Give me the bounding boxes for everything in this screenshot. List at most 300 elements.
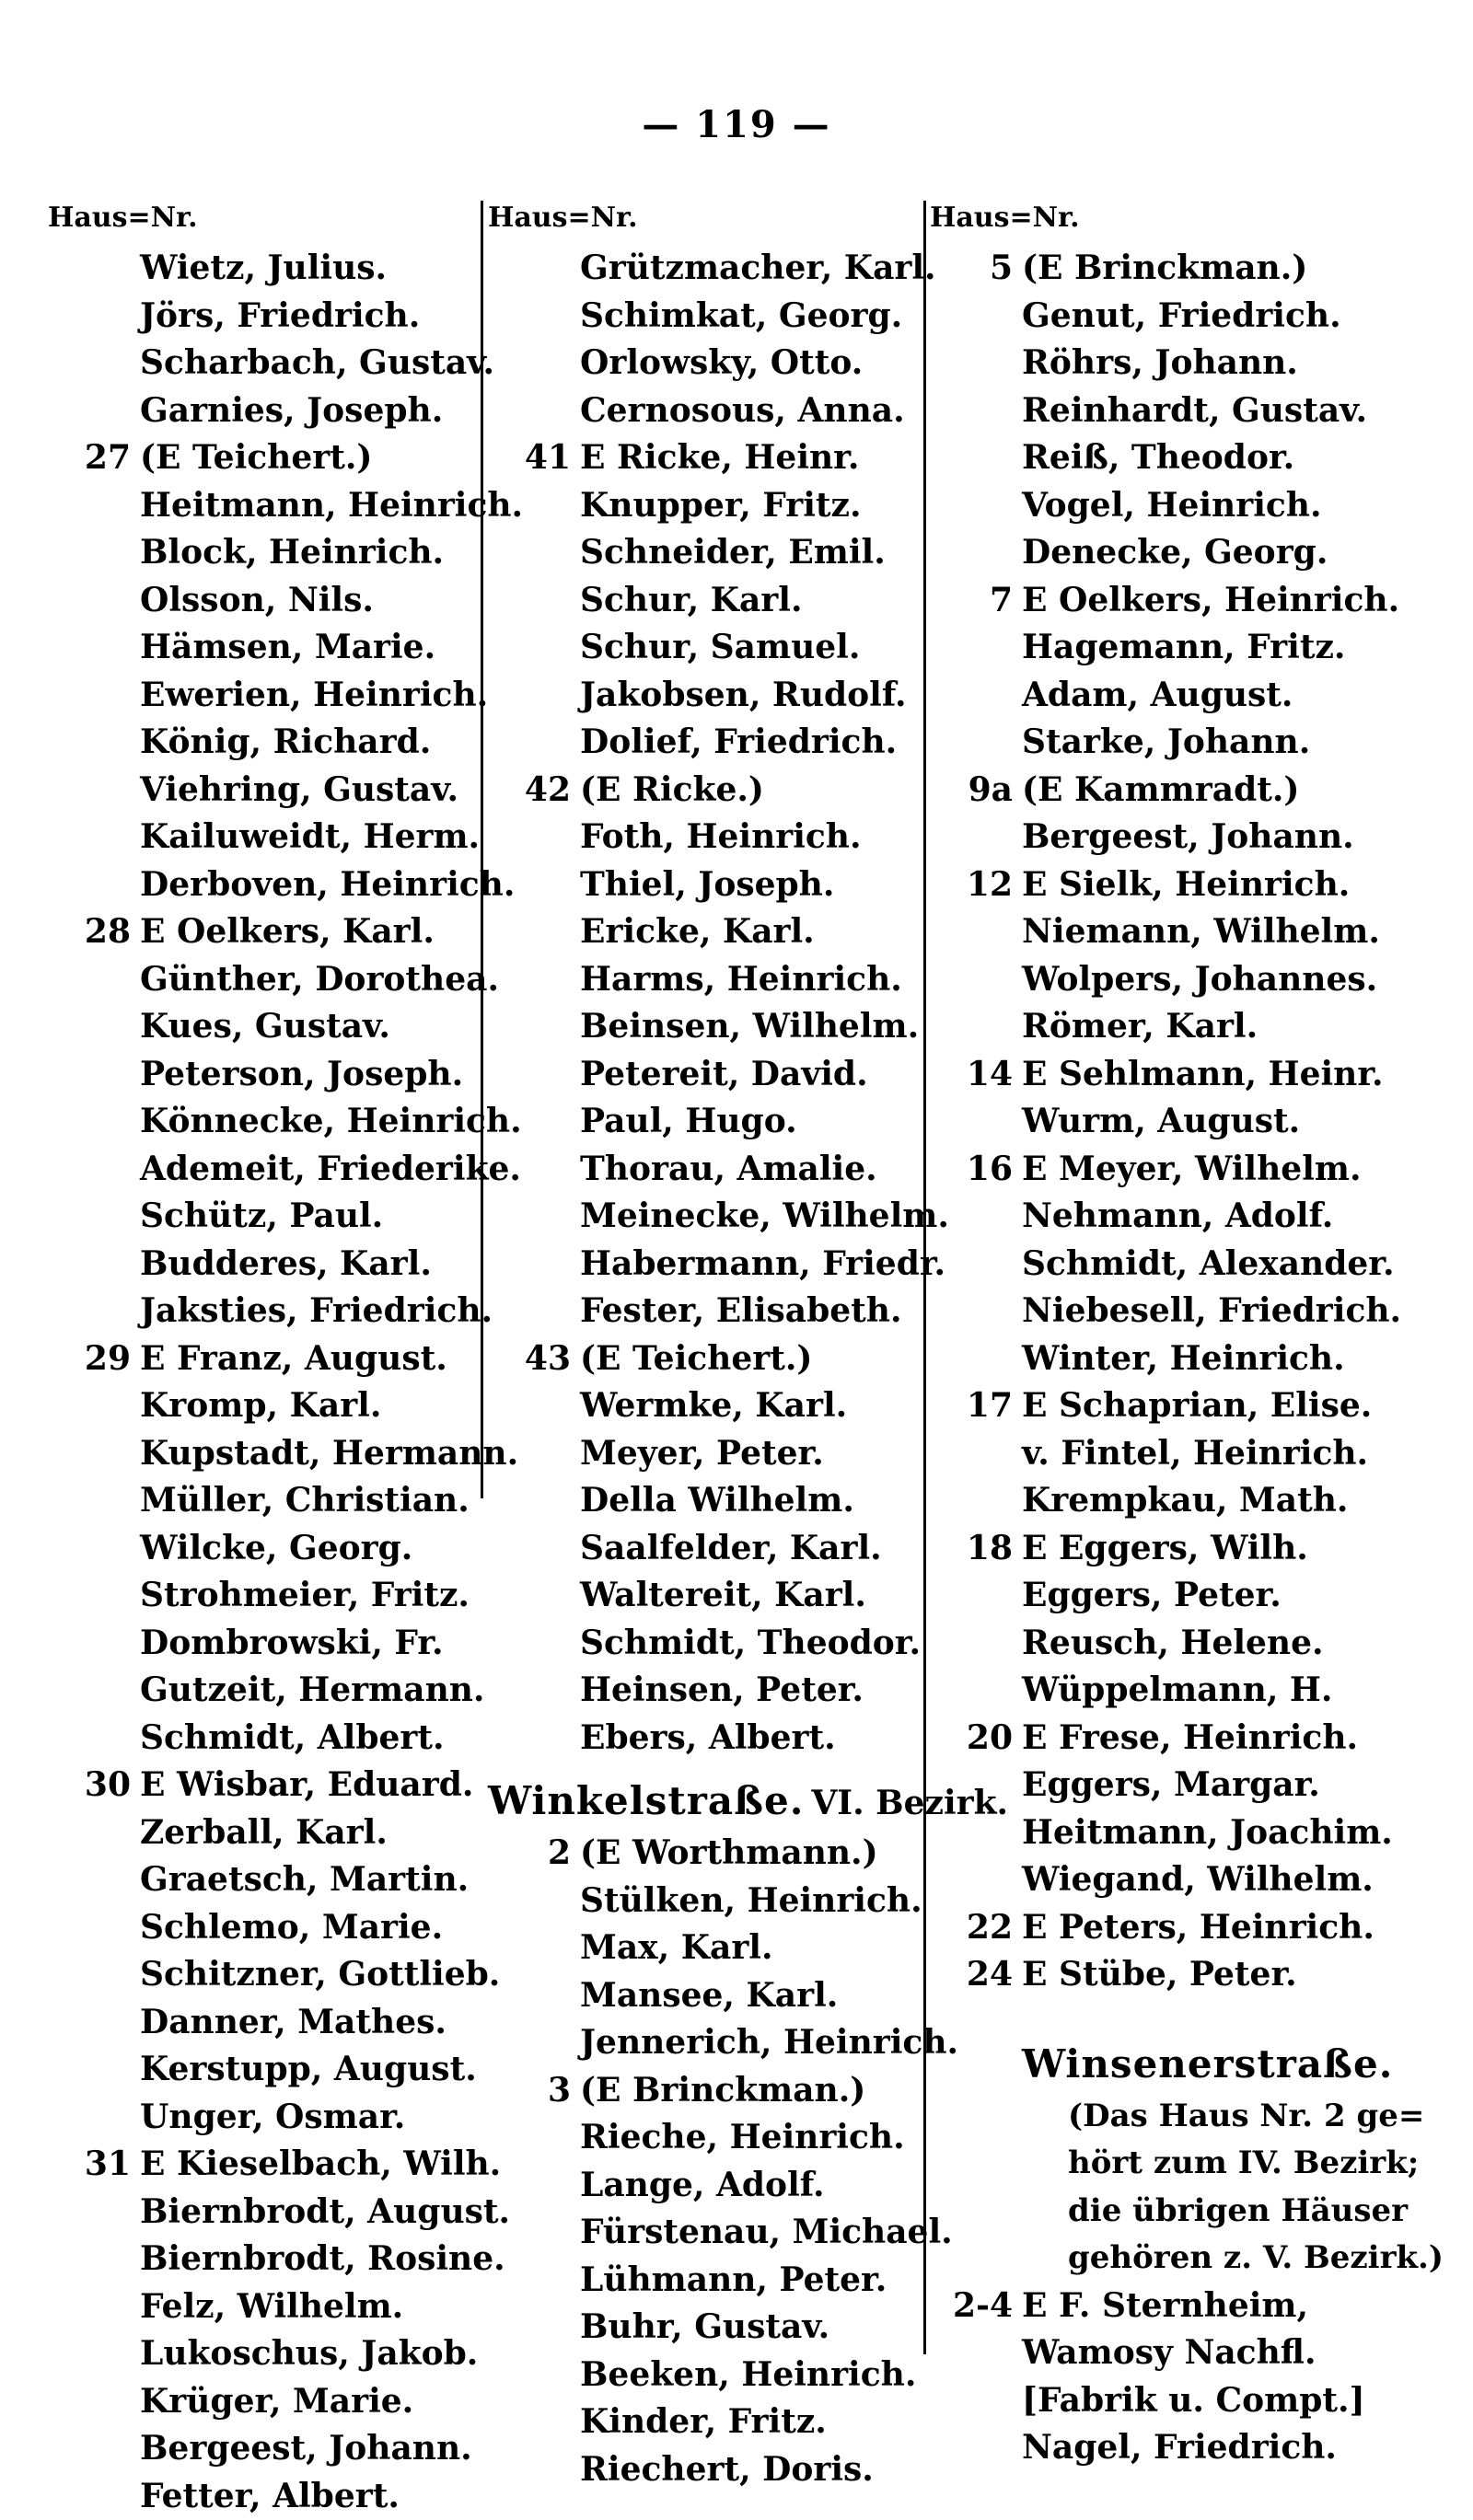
house-number: 28 [48, 908, 131, 956]
resident-name: Schmidt, Theodor. [580, 1620, 921, 1668]
directory-entry [48, 2094, 481, 2142]
directory-entry [930, 1620, 1445, 1668]
directory-entry [930, 2329, 1445, 2377]
directory-entry [488, 529, 930, 577]
column-1 [48, 195, 481, 2496]
directory-entry [488, 2067, 930, 2115]
house-number: 17 [930, 1382, 1013, 1430]
directory-entry [48, 1477, 481, 1525]
resident-name: Budderes, Karl. [140, 1241, 432, 1289]
resident-name: Ericke, Karl. [580, 908, 815, 956]
resident-name: Bergeest, Johann. [140, 2425, 472, 2473]
directory-entry [48, 1951, 481, 1999]
resident-name: Jennerich, Heinrich. [580, 2019, 958, 2067]
directory-entry [488, 861, 930, 909]
resident-name: Heitmann, Joachim. [1022, 1809, 1393, 1857]
directory-entry [930, 1098, 1445, 1146]
resident-name: Ewerien, Heinrich. [140, 672, 488, 720]
directory-entry [488, 2304, 930, 2352]
resident-name: Schur, Samuel. [580, 624, 860, 672]
directory-entry [48, 1241, 481, 1289]
directory-entry [930, 2283, 1445, 2330]
resident-name: E Eggers, Wilh. [1022, 1525, 1308, 1573]
resident-name: Max, Karl. [580, 1925, 773, 1972]
directory-entry [48, 1762, 481, 1809]
resident-name: Nehmann, Adolf. [1022, 1193, 1333, 1241]
house-number: 30 [48, 1762, 131, 1809]
directory-entry [488, 1098, 930, 1146]
resident-name: Schur, Karl. [580, 577, 802, 625]
resident-name: (E Ricke.) [580, 767, 764, 815]
directory-entry [488, 2446, 930, 2494]
directory-entry [48, 245, 481, 293]
directory-entry [488, 767, 930, 815]
column-3 [930, 195, 1445, 2496]
directory-entry [48, 1146, 481, 1194]
directory-entry [48, 1667, 481, 1715]
resident-name: Wüppelmann, H. [1022, 1667, 1332, 1715]
resident-name: Schneider, Emil. [580, 529, 886, 577]
resident-name: Eggers, Peter. [1022, 1572, 1282, 1620]
resident-name: (E Teichert.) [580, 1335, 812, 1383]
resident-name: Waltereit, Karl. [580, 1572, 866, 1620]
resident-name: Reiß, Theodor. [1022, 434, 1294, 482]
directory-entry [488, 1051, 930, 1099]
street-district: VI. Bezirk. [811, 1784, 1008, 1822]
house-number: 43 [488, 1335, 571, 1383]
directory-entry [488, 2114, 930, 2162]
page-number: — 119 — [0, 103, 1473, 146]
resident-name: v. Fintel, Heinrich. [1022, 1430, 1368, 1478]
resident-name: Lange, Adolf. [580, 2162, 824, 2210]
directory-entry [930, 1715, 1445, 1763]
resident-name: Rieche, Heinrich. [580, 2114, 905, 2162]
directory-entry [488, 1382, 930, 1430]
house-number: 24 [930, 1951, 1013, 1999]
directory-entry [48, 2141, 481, 2189]
directory-entry [488, 245, 930, 293]
resident-name: Könnecke, Heinrich. [140, 1098, 522, 1146]
directory-entry [930, 1572, 1445, 1620]
directory-entry [48, 2283, 481, 2331]
directory-entry [488, 387, 930, 435]
directory-entry [930, 719, 1445, 767]
directory-entry [48, 1051, 481, 1099]
house-number: 3 [488, 2067, 571, 2115]
house-number: 2 [488, 1830, 571, 1878]
directory-entry [930, 1477, 1445, 1525]
resident-name: Hämsen, Marie. [140, 624, 435, 672]
directory-entry [488, 1572, 930, 1620]
resident-name: Reinhardt, Gustav. [1022, 387, 1367, 435]
column-header: Haus=Nr. [48, 195, 481, 241]
directory-entry [930, 1762, 1445, 1809]
resident-name: Jörs, Friedrich. [140, 293, 420, 341]
street-note: (Das Haus Nr. 2 ge= [930, 2093, 1445, 2141]
directory-entry [48, 2473, 481, 2520]
resident-name: Heinsen, Peter. [580, 1667, 864, 1715]
resident-name: Biernbrodt, August. [140, 2189, 510, 2237]
resident-name: [Fabrik u. Compt.] [1022, 2377, 1365, 2425]
resident-name: Krempkau, Math. [1022, 1477, 1348, 1525]
directory-entry [48, 814, 481, 861]
directory-entry [488, 2352, 930, 2399]
resident-name: Schlemo, Marie. [140, 1904, 443, 1952]
resident-name: Unger, Osmar. [140, 2094, 405, 2142]
directory-entry [48, 672, 481, 720]
resident-name: (E Brinckman.) [1022, 245, 1307, 293]
directory-entry [48, 387, 481, 435]
resident-name: Schimkat, Georg. [580, 293, 902, 341]
directory-entry [930, 908, 1445, 956]
resident-name: Eggers, Margar. [1022, 1762, 1320, 1809]
resident-name: E F. Sternheim, [1022, 2283, 1308, 2330]
resident-name: Cernosous, Anna. [580, 387, 905, 435]
directory-entry [488, 1525, 930, 1573]
directory-entry [930, 577, 1445, 625]
house-number: 7 [930, 577, 1013, 625]
resident-name: Scharbach, Gustav. [140, 340, 494, 387]
resident-name: Fester, Elisabeth. [580, 1288, 902, 1335]
directory-entry [48, 719, 481, 767]
street-note: die übrigen Häuser [930, 2188, 1445, 2236]
directory-entry [930, 956, 1445, 1004]
directory-entry [488, 1003, 930, 1051]
directory-entry [930, 1951, 1445, 1999]
directory-entry [930, 1241, 1445, 1289]
resident-name: Niebesell, Friedrich. [1022, 1288, 1401, 1335]
resident-name: Strohmeier, Fritz. [140, 1572, 470, 1620]
directory-entry [488, 2209, 930, 2257]
directory-entry [930, 387, 1445, 435]
directory-entry [488, 2019, 930, 2067]
resident-name: Kupstadt, Hermann. [140, 1430, 518, 1478]
resident-name: Della Wilhelm. [580, 1477, 854, 1525]
directory-entry [488, 1972, 930, 2020]
resident-name: E Peters, Heinrich. [1022, 1904, 1374, 1952]
directory-entry [488, 1430, 930, 1478]
directory-entry [930, 245, 1445, 293]
directory-entry [48, 1003, 481, 1051]
resident-name: Schütz, Paul. [140, 1193, 383, 1241]
resident-name: Krüger, Marie. [140, 2378, 413, 2426]
resident-name: Denecke, Georg. [1022, 529, 1328, 577]
directory-entry [48, 861, 481, 909]
house-number: 14 [930, 1051, 1013, 1099]
directory-entry [930, 482, 1445, 530]
directory-entry [488, 2399, 930, 2446]
resident-name: Nagel, Friedrich. [1022, 2424, 1337, 2472]
resident-name: Wolpers, Johannes. [1022, 956, 1377, 1004]
resident-name: E Stübe, Peter. [1022, 1951, 1297, 1999]
directory-entry [48, 2330, 481, 2378]
resident-name: Buhr, Gustav. [580, 2304, 829, 2352]
directory-entry [930, 1904, 1445, 1952]
directory-entry [488, 2162, 930, 2210]
resident-name: Felz, Wilhelm. [140, 2283, 403, 2331]
resident-name: Wiegand, Wilhelm. [1022, 1856, 1374, 1904]
resident-name: Wermke, Karl. [580, 1382, 847, 1430]
house-number: 31 [48, 2141, 131, 2189]
directory-entry [930, 1003, 1445, 1051]
resident-name: Kinder, Fritz. [580, 2399, 827, 2446]
resident-name: E Sielk, Heinrich. [1022, 861, 1350, 909]
resident-name: Bergeest, Johann. [1022, 814, 1354, 861]
resident-name: Schmidt, Albert. [140, 1715, 445, 1763]
resident-name: E Franz, August. [140, 1335, 447, 1383]
directory-entry [930, 1856, 1445, 1904]
directory-entry [488, 1925, 930, 1972]
directory-entry [48, 577, 481, 625]
directory-entry [48, 1856, 481, 1904]
directory-entry [48, 1335, 481, 1383]
resident-name: Grützmacher, Karl. [580, 245, 936, 293]
directory-entry [488, 672, 930, 720]
resident-name: Mansee, Karl. [580, 1972, 838, 2020]
directory-entry [48, 1193, 481, 1241]
resident-name: Ademeit, Friederike. [140, 1146, 521, 1194]
directory-entry [930, 2424, 1445, 2472]
directory-entry [930, 1667, 1445, 1715]
directory-entry [48, 2378, 481, 2426]
directory-entry [488, 1193, 930, 1241]
directory-entry [930, 1525, 1445, 1573]
resident-name: E Frese, Heinrich. [1022, 1715, 1358, 1763]
resident-name: E Oelkers, Karl. [140, 908, 435, 956]
resident-name: Kailuweidt, Herm. [140, 814, 480, 861]
resident-name: E Meyer, Wilhelm. [1022, 1146, 1362, 1194]
resident-name: Wietz, Julius. [140, 245, 387, 293]
directory-entry [488, 908, 930, 956]
resident-name: Winter, Heinrich. [1022, 1335, 1345, 1383]
resident-name: Danner, Mathes. [140, 1999, 447, 2047]
directory-entry [930, 814, 1445, 861]
directory-entry [488, 1667, 930, 1715]
resident-name: Saalfelder, Karl. [580, 1525, 882, 1573]
column-2 [488, 195, 930, 2496]
directory-entry [930, 1335, 1445, 1383]
resident-name: Kerstupp, August. [140, 2046, 477, 2094]
resident-name: Viehring, Gustav. [140, 767, 458, 815]
resident-name: Schitzner, Gottlieb. [140, 1951, 500, 1999]
house-number: 29 [48, 1335, 131, 1383]
directory-entry [48, 1572, 481, 1620]
resident-name: Gutzeit, Hermann. [140, 1667, 484, 1715]
directory-entry [48, 2425, 481, 2473]
house-number: 9a [930, 767, 1013, 815]
resident-name: Paul, Hugo. [580, 1098, 797, 1146]
resident-name: Meinecke, Wilhelm. [580, 1193, 949, 1241]
street-note: gehören z. V. Bezirk.) [930, 2235, 1445, 2283]
street-heading [488, 1773, 930, 1830]
directory-entry [930, 2377, 1445, 2425]
directory-entry [48, 1904, 481, 1952]
directory-entry [48, 1715, 481, 1763]
directory-entry [488, 2257, 930, 2305]
resident-name: Ebers, Albert. [580, 1715, 836, 1763]
directory-entry [48, 1288, 481, 1335]
resident-name: Schmidt, Alexander. [1022, 1241, 1394, 1289]
directory-entry [48, 1809, 481, 1857]
directory-entry [930, 1382, 1445, 1430]
resident-name: E Ricke, Heinr. [580, 434, 859, 482]
resident-name: Zerball, Karl. [140, 1809, 388, 1857]
resident-name: Jakobsen, Rudolf. [580, 672, 907, 720]
resident-name: Lühmann, Peter. [580, 2257, 887, 2305]
house-number: 16 [930, 1146, 1013, 1194]
street-heading [930, 2036, 1445, 2093]
directory-entry [488, 956, 930, 1004]
resident-name: Römer, Karl. [1022, 1003, 1258, 1051]
directory-entry [488, 719, 930, 767]
directory-entry [48, 1382, 481, 1430]
resident-name: Wamosy Nachfl. [1022, 2329, 1316, 2377]
resident-name: E Sehlmann, Heinr. [1022, 1051, 1384, 1099]
resident-name: E Wisbar, Eduard. [140, 1762, 473, 1809]
directory-entry [488, 1620, 930, 1668]
house-number: 42 [488, 767, 571, 815]
resident-name: Block, Heinrich. [140, 529, 444, 577]
resident-name: E Kieselbach, Wilh. [140, 2141, 501, 2189]
resident-name: Olsson, Nils. [140, 577, 374, 625]
house-number: 5 [930, 245, 1013, 293]
resident-name: Foth, Heinrich. [580, 814, 862, 861]
resident-name: Dombrowski, Fr. [140, 1620, 444, 1668]
resident-name: E Schaprian, Elise. [1022, 1382, 1372, 1430]
directory-entry [48, 1430, 481, 1478]
directory-entry [488, 434, 930, 482]
street-name: Winkelstraße. [488, 1778, 804, 1823]
resident-name: Thiel, Joseph. [580, 861, 834, 909]
resident-name: Lukoschus, Jakob. [140, 2330, 478, 2378]
directory-entry [48, 767, 481, 815]
directory-entry [930, 1146, 1445, 1194]
directory-entry [930, 1809, 1445, 1857]
resident-name: Beinsen, Wilhelm. [580, 1003, 919, 1051]
directory-entry [488, 1288, 930, 1335]
directory-entry [488, 482, 930, 530]
resident-name: Garnies, Joseph. [140, 387, 443, 435]
directory-entry [488, 624, 930, 672]
directory-entry [930, 672, 1445, 720]
resident-name: Kromp, Karl. [140, 1382, 381, 1430]
street-note: hört zum IV. Bezirk; [930, 2140, 1445, 2188]
resident-name: Wilcke, Georg. [140, 1525, 412, 1573]
directory-entry [48, 624, 481, 672]
directory-entry [488, 293, 930, 341]
resident-name: Müller, Christian. [140, 1477, 470, 1525]
directory-entry [488, 1830, 930, 1878]
directory-entry [488, 1146, 930, 1194]
column-header: Haus=Nr. [930, 195, 1445, 241]
directory-entry [930, 293, 1445, 341]
resident-name: Starke, Johann. [1022, 719, 1310, 767]
resident-name: Habermann, Friedr. [580, 1241, 945, 1289]
directory-entry [48, 1620, 481, 1668]
house-number: 12 [930, 861, 1013, 909]
resident-name: Biernbrodt, Rosine. [140, 2236, 505, 2283]
resident-name: Vogel, Heinrich. [1022, 482, 1322, 530]
directory-entry [930, 434, 1445, 482]
resident-name: Niemann, Wilhelm. [1022, 908, 1380, 956]
directory-entry [48, 529, 481, 577]
directory-entry [930, 529, 1445, 577]
directory-entry [48, 293, 481, 341]
resident-name: Fürstenau, Michael. [580, 2209, 953, 2257]
resident-name: Orlowsky, Otto. [580, 340, 863, 387]
resident-name: Riechert, Doris. [580, 2446, 874, 2494]
directory-entry [930, 1288, 1445, 1335]
directory-entry [930, 861, 1445, 909]
directory-entry [48, 956, 481, 1004]
directory-entry [488, 340, 930, 387]
house-number: 18 [930, 1525, 1013, 1573]
directory-entry [48, 2046, 481, 2094]
directory-entry [48, 1525, 481, 1573]
resident-name: (E Teichert.) [140, 434, 372, 482]
resident-name: Genut, Friedrich. [1022, 293, 1341, 341]
resident-name: Röhrs, Johann. [1022, 340, 1298, 387]
directory-entry [48, 2236, 481, 2283]
resident-name: Knupper, Fritz. [580, 482, 861, 530]
directory-entry [488, 1477, 930, 1525]
resident-name: E Oelkers, Heinrich. [1022, 577, 1399, 625]
resident-name: König, Richard. [140, 719, 431, 767]
directory-entry [48, 1999, 481, 2047]
resident-name: (E Brinckman.) [580, 2067, 865, 2115]
resident-name: Stülken, Heinrich. [580, 1878, 922, 1925]
directory-entry [48, 340, 481, 387]
directory-entry [48, 908, 481, 956]
directory-entry [488, 577, 930, 625]
resident-name: Reusch, Helene. [1022, 1620, 1324, 1668]
directory-entry [48, 482, 481, 530]
house-number: 22 [930, 1904, 1013, 1952]
resident-name: Thorau, Amalie. [580, 1146, 877, 1194]
directory-entry [930, 1051, 1445, 1099]
resident-name: Fetter, Albert. [140, 2473, 400, 2520]
resident-name: Hagemann, Fritz. [1022, 624, 1345, 672]
directory-entry [488, 1878, 930, 1925]
resident-name: Günther, Dorothea. [140, 956, 499, 1004]
house-number: 20 [930, 1715, 1013, 1763]
column-header: Haus=Nr. [488, 195, 930, 241]
house-number: 27 [48, 434, 131, 482]
resident-name: Dolief, Friedrich. [580, 719, 897, 767]
resident-name: Jaksties, Friedrich. [140, 1288, 493, 1335]
directory-entry [488, 1335, 930, 1383]
directory-entry [48, 1098, 481, 1146]
house-number: 2-4 [930, 2283, 1013, 2330]
resident-name: Kues, Gustav. [140, 1003, 390, 1051]
directory-entry [488, 814, 930, 861]
directory-entry [930, 624, 1445, 672]
resident-name: Peterson, Joseph. [140, 1051, 463, 1099]
directory-entry [488, 1715, 930, 1763]
resident-name: Wurm, August. [1022, 1098, 1300, 1146]
directory-entry [488, 1241, 930, 1289]
resident-name: Graetsch, Martin. [140, 1856, 469, 1904]
directory-entry [48, 2189, 481, 2237]
resident-name: Heitmann, Heinrich. [140, 482, 523, 530]
directory-entry [48, 434, 481, 482]
resident-name: Meyer, Peter. [580, 1430, 824, 1478]
resident-name: (E Kammradt.) [1022, 767, 1299, 815]
resident-name: Beeken, Heinrich. [580, 2352, 916, 2399]
street-name: Winsenerstraße. [1022, 2041, 1393, 2087]
directory-entry [930, 1430, 1445, 1478]
directory-entry [930, 340, 1445, 387]
